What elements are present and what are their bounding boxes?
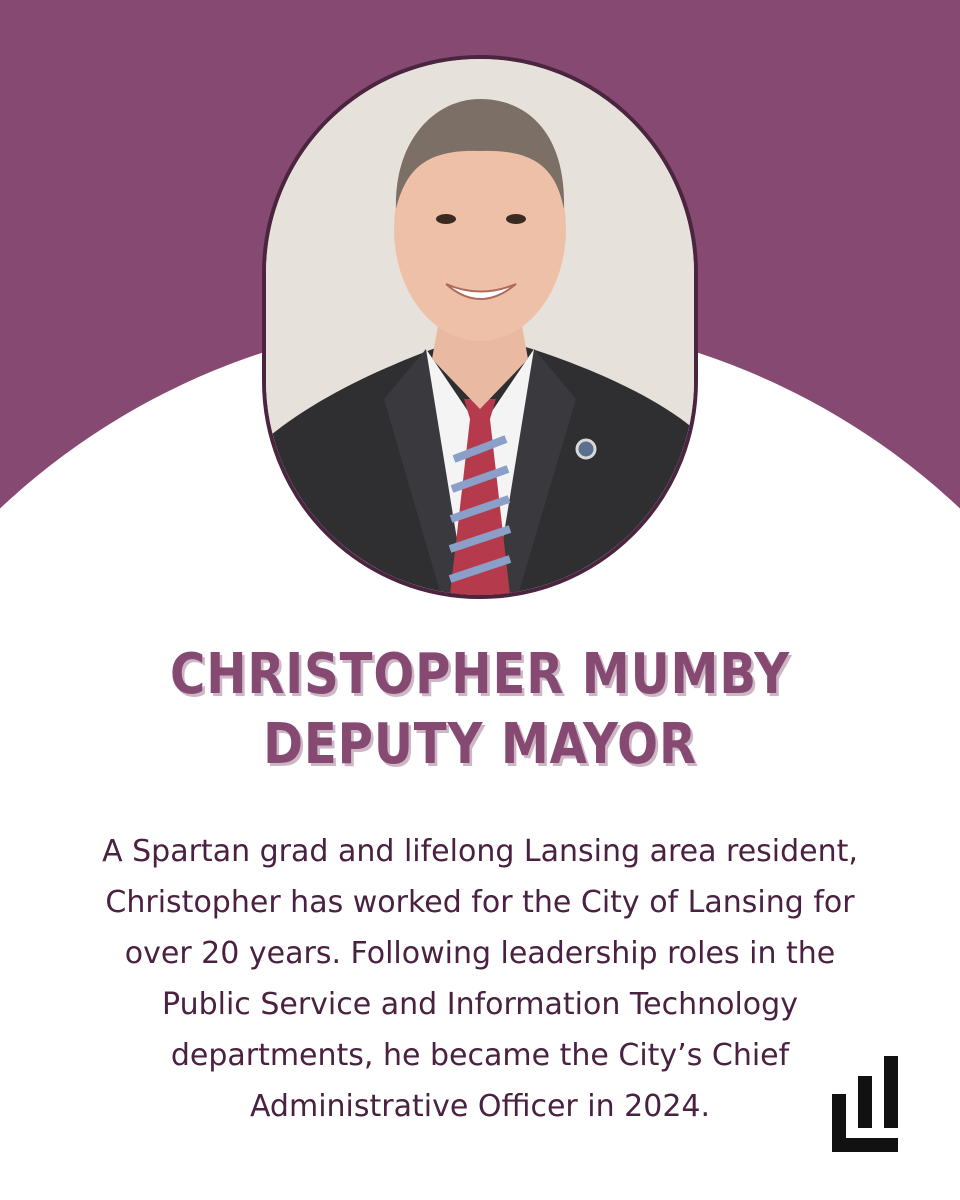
person-title: DEPUTY MAYOR (263, 712, 697, 777)
person-name: CHRISTOPHER MUMBY (169, 642, 791, 707)
name-heading (0, 640, 960, 780)
bar-chart-logo-icon (832, 1056, 898, 1152)
portrait-photo (262, 55, 698, 599)
bio-text: A Spartan grad and lifelong Lansing area resident, Christopher has worked for the City of Lansing for over 20 years. Following leadership roles in the Public Service and Information Technology departments, he became the City’s Chief Administrative Officer in 2024. (102, 834, 858, 1124)
